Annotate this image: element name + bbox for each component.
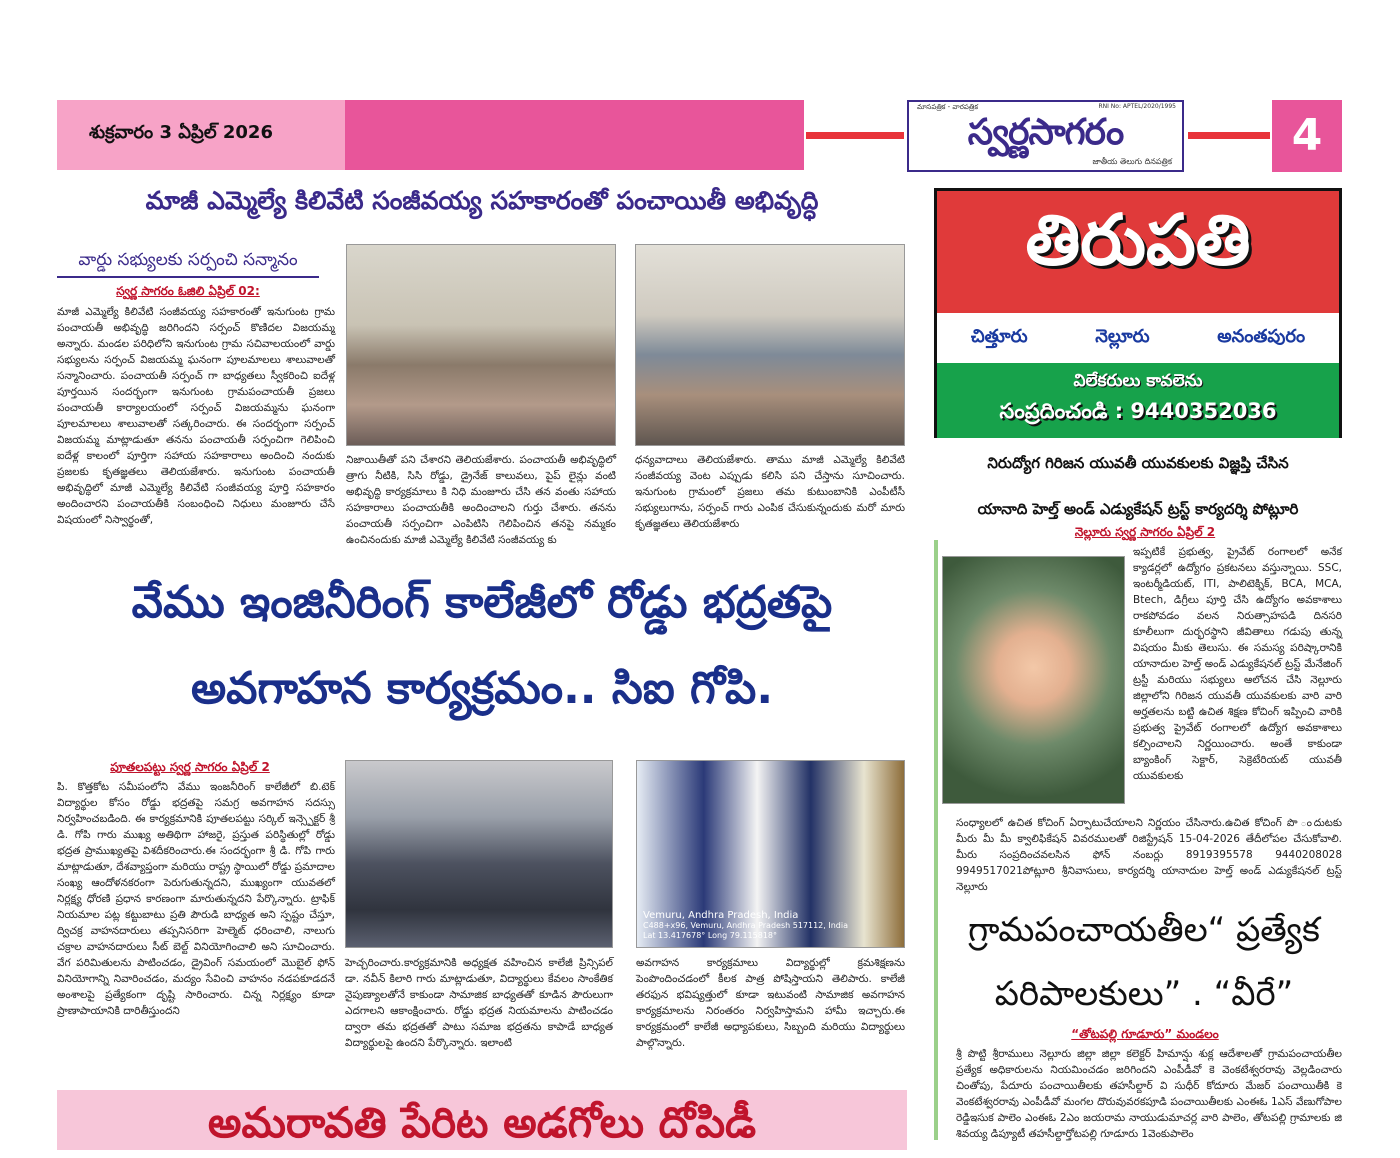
story3-portrait xyxy=(942,556,1125,804)
divider-line-right xyxy=(1188,132,1270,139)
photo-gps-stamp xyxy=(643,911,848,941)
ad-district: నెల్లూరు xyxy=(1095,325,1150,347)
story3-dateline: నెల్లూరు స్వర్ణ సాగరం ఏప్రిల్ 2 xyxy=(1074,525,1216,539)
ad-district: చిత్తూరు xyxy=(970,325,1028,347)
story4-body: శ్రీ పొట్టి శ్రీరాములు నెల్లూరు జిల్లా జిల్లా కలెక్టర్ హిమాన్షు శుక్ల ఆదేశాలతో గ్రామపంచాయతీల ప్రత్యేక అధికారులను నియమించడం జరిగిందని ఎంపీడీవో కె వెంకటేశ్వరరావు వెల్లడించారు చింతోపు, పేదూరు పంచాయితీలకు తహసీల్దార్ వి సుధీర్ కోదూరు మేజర్ పంచాయితీకి కె వెంకటేశ్వరరావు ఎంపీడీవో మంగల దొరువువరకపూడి పంచాయితీలకు ఎంఈఓ 1ఎస్ వేణుగోపాల రెడ్డిఇసుక పాలెం ఎంఈఓ 2ఎం జయరామ నాయుడుమాచర్ల వారి పాలెం, తోటపల్లి గ్రామాలకు జి శివయ్య డిప్యూటీ తహసీల్దార్తోటపల్లి గూడూరు 1వెంకుపాలెం xyxy=(956,1048,1342,1140)
story1-headline: మాజీ ఎమ్మెల్యే కిలివేటి సంజీవయ్య సహకారంతో పంచాయితీ అభివృద్ధి xyxy=(145,186,819,215)
ad-city: తిరుపతి xyxy=(1025,199,1251,281)
gps-location: Vemuru, Andhra Pradesh, India xyxy=(643,910,799,921)
gps-coords: Lat 13.417678° Long 79.115818° xyxy=(643,931,778,940)
story1-column-1: మాజీ ఎమ్మెల్యే కిలివేటి సంజీవయ్య సహకారంతో ఇనుగుంట గ్రామ పంచాయతీ అభివృద్ధి జరిగిందని సర్పంచ్ కొణిదల విజయమ్మ అన్నారు. మండల పరిధిలోని ఇనుగుంట గ్రామ సచివాలయంలో వార్డు సభ్యులను సర్పంచ్ విజయమ్మ ఘనంగా పూలమాలలు శాలువాలతో సన్మానించారు. పంచాయతీ సర్పంచ్ గా బాధ్యతలు స్వీకరించి ఐదేళ్ల పూర్తయిన సందర్భంగా ఇనుగుంట గ్రామపంచాయతీ ప్రజలు పంచాయతీ కార్యాలయంలో సర్పంచ్ విజయమ్మను ఘనంగా పూలమాలలు శాలువాలతో సత్కరించారు. ఈ సందర్భంగా సర్పంచ్ విజయమ్మ మాట్లాడుతూ తనను పంచాయతీ సర్పంచిగా గెలిపించి ఐదేళ్ల కాలంలో పూర్తిగా సహాయ సహకారాలు అందించి నందుకు ప్రజలకు కృతజ్ఞతలు తెలియజేశారు. ఇనుగుంట పంచాయతీ అభివృద్ధిలో మాజీ ఎమ్మెల్యే కిలివేటి సంజీవయ్య పూర్తి సహకారం అందించారని పంచాయతీకి సంబంధించి నిధులు మంజూరు చేసే విషయంలో నిస్వార్థంతో, xyxy=(57,306,335,526)
divider-line-left xyxy=(806,132,904,139)
story2-photo-2 xyxy=(636,760,905,948)
masthead-band xyxy=(57,100,804,170)
gps-address: C488+x96, Vemuru, Andhra Pradesh 517112, India xyxy=(643,921,848,930)
logo-name: స్వర్ణసాగరం xyxy=(967,112,1124,153)
reporters-wanted-ad xyxy=(934,188,1342,438)
story4-dateline: “తోటపల్లి గూడూరు” మండలం xyxy=(1071,1027,1219,1041)
issue-date: శుక్రవారం 3 ఏప్రిల్ 2026 xyxy=(89,122,273,143)
story1-subhead: వార్డు సభ్యులకు సర్పంచి సన్మానం xyxy=(57,250,319,278)
ad-districts xyxy=(937,313,1339,363)
story1-column-3: ధన్యవాదాలు తెలియజేశారు. తాము మాజీ ఎమ్మెల్యే కిలివేటి సంజీవయ్య వెంట ఎప్పుడు కలిసి పని చేస్తాను సూచించారు. ఇనుగుంట గ్రామంలో ప్రజలు తమ కుటుంబానికి ఎంపీటీసీ సభ్యులుగాను, సర్పంచ్ గారు ఎంపిక చేసుకున్నందుకు మరో మారు కృతజ్ఞతలు తెలియజేశారు xyxy=(635,454,905,530)
ad-contact: సంప్రదించండి : 9440352036 xyxy=(999,399,1277,423)
story1-photo-1 xyxy=(346,244,616,446)
story5-banner xyxy=(57,1090,907,1150)
logo-tagline: మాసపత్రిక - వారపత్రిక xyxy=(917,103,979,111)
story2-dateline: పూతలపట్టు స్వర్ణ సాగరం ఏప్రిల్ 2 xyxy=(110,760,270,774)
story3-headline-line1: నిరుద్యోగ గిరిజన యువతీ యువకులకు విజ్ఞప్తి చేసిన xyxy=(987,454,1289,472)
ad-wanted: విలేకరులు కావలెను xyxy=(1073,371,1203,391)
story2-headline xyxy=(57,575,907,717)
story4-headline-line1: గ్రామపంచాయతీల“ ప్రత్యేక xyxy=(968,910,1320,950)
story3-body-side: ఇప్పటికే ప్రభుత్వ, ప్రైవేట్ రంగాలలో అనేక క్యాడర్లలో ఉద్యోగం ప్రకటనలు వస్తున్నాయి. SSC, ఇంటర్మీడియట్, ITI, పాలిటెక్నిక్, BCA, MCA, Btech, డిగ్రీలు పూర్తి చేసి ఉద్యోగం అవకాశాలు రాకపోవడం వలన నిరుత్సాహపడి దినసరి కూలీలుగా దుర్భరస్థాని జీవితాలు గడుపు తున్న విషయం మీకు తెలుసు. ఈ సమస్య పరిష్కారానికి యానాదుల హెల్త్ అండ్ ఎడ్యుకేషనల్ ట్రస్ట్ మేనేజింగ్ ట్రస్టీ మరియు సభ్యులు ఆలోచన చేసి నెల్లూరు జిల్లాలోని గిరిజన యువతీ యువకులకు వారి వారి అర్హతలను బట్టి ఉచిత శిక్షణ కోచింగ్ ఇప్పించి వారికి ప్రభుత్వ ప్రైవేట్ రంగాలలో ఉద్యోగ అవకాశాలు కల్పించాలని నిర్ణయించారు. అంతే కాకుండా బ్యాంకింగ్ సెక్టార్, సెక్రెటేరియట్ యువతీ యువకులకు xyxy=(1133,546,1342,782)
story2-photo-1 xyxy=(345,760,613,948)
page-number: 4 xyxy=(1272,100,1342,172)
ad-bottom-panel xyxy=(937,363,1339,438)
story1-dateline: స్వర్ణ సాగరం ఓజిలి ఏప్రిల్ 02: xyxy=(116,284,260,298)
newspaper-logo xyxy=(907,100,1184,172)
story4-headline-line2: పరిపాలకులు” . “వీరే” xyxy=(994,974,1294,1014)
story3-headline-line2: యానాది హెల్త్ అండ్ ఎడ్యుకేషన్ ట్రస్ట్ కార్యదర్శి పోట్లూరి xyxy=(977,500,1299,518)
story5-headline: అమరావతి పేరిట అడగోలు దోపిడీ xyxy=(207,1098,757,1147)
story2-column-1: పి. కొత్తకోట సమీపంలోని వేము ఇంజనీరింగ్ కాలేజీలో బి.టెక్ విద్యార్థుల కోసం రోడ్డు భద్రతపై సమగ్ర అవగాహన సదస్సు నిర్వహించబడింది. ఈ కార్యక్రమానికి పూతలపట్టు సర్కిల్ ఇన్స్పెక్టర్ శ్రీ డి. గోపి గారు ముఖ్య అతిథిగా హాజరై, ప్రస్తుత పరిస్థితుల్లో రోడ్డు భద్రత ప్రాముఖ్యతపై విశదీకరించారు.ఈ సందర్భంగా శ్రీ డి. గోపి గారు మాట్లాడుతూ, దేశవ్యాప్తంగా మరియు రాష్ట్ర స్థాయిలో రోడ్డు ప్రమాదాల సంఖ్య ఆందోళనకరంగా పెరుగుతున్నదని, ముఖ్యంగా యువతలో నిర్లక్ష్య ధోరణి ప్రధాన కారణంగా మారుతున్నదని పేర్కొన్నారు. ట్రాఫిక్ నియమాల పట్ల కట్టుబాటు ప్రతి పౌరుడి బాధ్యత అని స్పష్టం చేస్తూ, ద్విచక్ర వాహనదారులు తప్పనిసరిగా హెల్మెట్ ధరించాలి, నాలుగు చక్రాల వాహనదారులు సీట్ బెల్ట్ వినియోగించాలి అని సూచించారు. వేగ పరిమితులను పాటించడం, డ్రైవింగ్ సమయంలో మొబైల్ ఫోన్ వినియోగాన్ని నివారించడం, మద్యం సేవించి వాహనం నడపకూడదనే అంశాలపై ప్రత్యేకంగా దృష్టి సారించారు. చిన్న నిర్లక్ష్యం కూడా ప్రాణాపాయానికి దారితీస్తుందని xyxy=(57,781,335,1017)
story2-column-3: అవగాహన కార్యక్రమాలు విద్యార్థుల్లో క్రమశిక్షణను పెంపొందించడంలో కీలక పాత్ర పోషిస్తాయని తెలిపారు. కాలేజీ తరఫున భవిష్యత్తులో కూడా ఇటువంటి సామాజిక అవగాహన కార్యక్రమాలను నిరంతరం నిర్వహిస్తామని హామీ ఇచ్చారు.ఈ కార్యక్రమంలో కాలేజీ అధ్యాపకులు, సిబ్బంది మరియు విద్యార్థులు పాల్గొన్నారు. xyxy=(636,957,905,1049)
logo-subtitle: జాతీయ తెలుగు దినపత్రిక xyxy=(1092,157,1172,166)
story2-headline-line2: అవగాహన కార్యక్రమం.. సిఐ గోపి. xyxy=(190,663,774,714)
story4-headline xyxy=(944,905,1344,1019)
story3-body-full: సంధ్యాలలో ఉచిత కోచింగ్ ఏర్పాటుచేయాలని నిర్ణయం చేసినారు.ఉచిత కోచింగ్ పొ ందుటకు మీరు మీ మీ క్వాలిఫికేషన్ వివరములతో రిజిస్ట్రేషన్ 15-04-2026 తేదీలోపల చేసుకోవాలి. మీరు సంప్రదించవలసిన ఫోన్ నంబర్లు 8919395578 9440208028 9949517021పోట్లూరి శ్రీనివాసులు, కార్యదర్శి యానాదుల హెల్త్ అండ్ ఎడ్యుకేషనల్ ట్రస్ట్ నెల్లూరు xyxy=(956,817,1342,893)
story2-column-2: హెచ్చరించారు.కార్యక్రమానికి అధ్యక్షత వహించిన కాలేజీ ప్రిన్సిపల్ డా. నవీన్ కిలారి గారు మాట్లాడుతూ, విద్యార్థులు కేవలం సాంకేతిక నైపుణ్యాలతోనే కాకుండా సామాజిక బాధ్యతతో కూడిన పౌరులుగా ఎదగాలని ఆకాంక్షించారు. రోడ్డు భద్రత నియమాలను పాటించడం ద్వారా తమ భద్రతతో పాటు సమాజ భద్రతను కాపాడే బాధ్యత విద్యార్థులపై ఉందని పేర్కొన్నారు. ఇలాంటి xyxy=(345,957,613,1049)
story2-headline-line1: వేము ఇంజినీరింగ్ కాలేజీలో రోడ్డు భద్రతపై xyxy=(131,577,833,628)
story1-photo-2 xyxy=(635,244,905,446)
story1-column-2: నిజాయితీతో పని చేశారని తెలియజేశారు. పంచాయతీ అభివృద్ధిలో త్రాగు నీటికి, సిసి రోడ్డు, డ్రైనేజ్ కాలువలు, పైప్ లైన్లు వంటి అభివృద్ధి కార్యక్రమాలు కి నిధి మంజూరు చేసి తన వంతు సహాయ సహకారాలు పంచాయతీకి అందించాలని గుర్తు చేశారు. తనను పంచాయతీ సర్పంచిగా ఎంపిటిసి గెలిపించిన తనపై నమ్మకం ఉంచినందుకు మాజీ ఎమ్మెల్యే కిలివేటి సంజీవయ్య కు xyxy=(346,454,616,546)
logo-rni: RNI No: APTEL/2020/1995 xyxy=(1098,103,1176,110)
ad-top-panel xyxy=(937,191,1339,313)
ad-district: అనంతపురం xyxy=(1217,325,1306,347)
accent-bar xyxy=(934,540,938,1140)
date-box xyxy=(57,100,345,170)
